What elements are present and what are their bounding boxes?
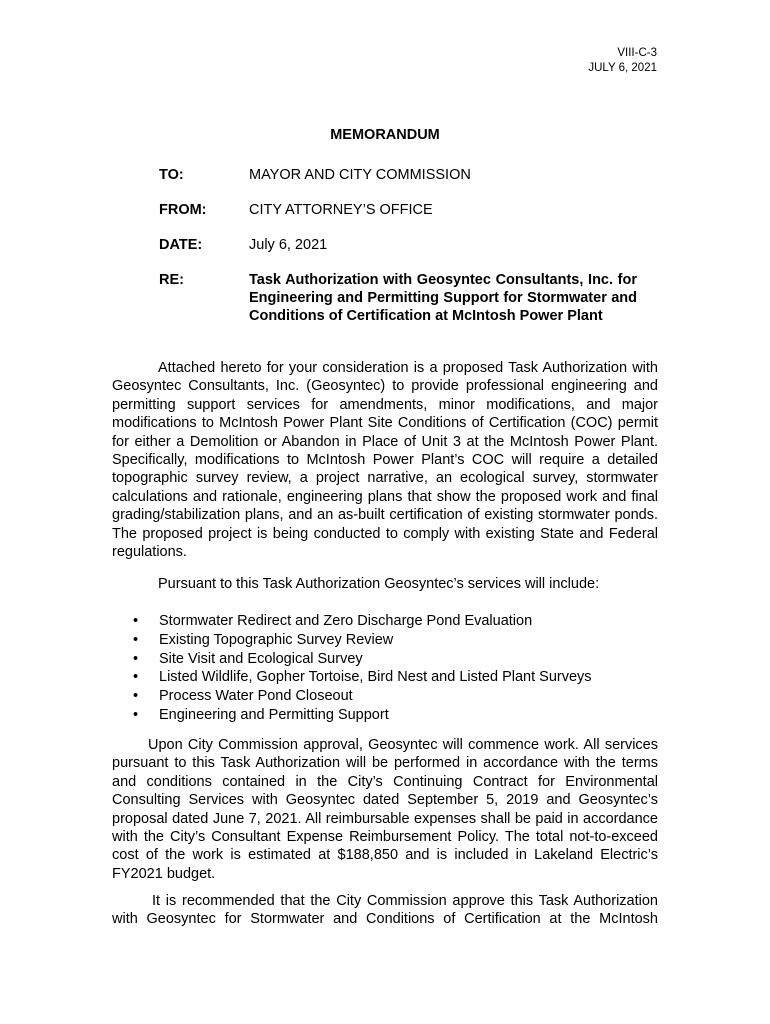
recommendation-paragraph: It is recommended that the City Commission approve this Task Authorization with Geosyntec for Stormwater and Conditions of Certification at the McIntosh [112, 893, 658, 928]
bullet-icon: • [133, 613, 139, 629]
bullet-icon: • [133, 631, 139, 648]
bullet-icon: • [133, 650, 139, 667]
bullet-icon: • [133, 706, 139, 723]
agenda-item-code: VIII-C-3 [617, 47, 657, 59]
list-item [133, 631, 592, 650]
list-item [133, 668, 592, 687]
memo-title: MEMORANDUM [330, 127, 440, 143]
list-item [133, 612, 592, 631]
list-item [133, 650, 592, 669]
from-label: FROM: [159, 202, 207, 218]
date-label: DATE: [159, 237, 203, 253]
re-value: Task Authorization with Geosyntec Consultants, Inc. for Engineering and Permitting Support for Stormwater and Conditions of Certification at McIntosh Power Plant [249, 272, 637, 324]
to-value: MAYOR AND CITY COMMISSION [249, 167, 471, 183]
to-label: TO: [159, 167, 184, 183]
service-text: Process Water Pond Closeout [159, 688, 353, 705]
bullet-icon: • [133, 688, 139, 705]
services-list [133, 612, 592, 725]
approval-paragraph: Upon City Commission approval, Geosyntec will commence work. All services pursuant to this Task Authorization will be performed in accordance with the terms and conditions contained in the City’s Continuing Contract for Environmental Consulting Services with Geosyntec dated September 5, 2019 and Geosyntec’s proposal dated June 7, 2021. All reimbursable expenses shall be paid in accordance with the City’s Consultant Expense Reimbursement Policy. The total not-to-exceed cost of the work is estimated at $188,850 and is included in Lakeland Electric’s FY2021 budget. [112, 737, 658, 882]
service-text: Stormwater Redirect and Zero Discharge Pond Evaluation [159, 613, 533, 629]
service-text: Existing Topographic Survey Review [159, 631, 394, 648]
service-text: Listed Wildlife, Gopher Tortoise, Bird Nest and Listed Plant Surveys [159, 669, 592, 686]
list-item [133, 687, 592, 706]
service-text: Site Visit and Ecological Survey [159, 650, 363, 667]
intro-paragraph: Attached hereto for your consideration is a proposed Task Authorization with Geosyntec Consultants, Inc. (Geosyntec) to provide professional engineering and permitting support services for amendments, minor modifications, and major modifications to McIntosh Power Plant Site Conditions of Certification (COC) permit for either a Demolition or Abandon in Place of Unit 3 at the McIntosh Power Plant. Specifically, modifications to McIntosh Power Plant’s COC will require a detailed topographic survey review, a project narrative, an ecological survey, stormwater calculations and rationale, engineering plans that show the proposed work and final grading/stabilization plans, and an as-built certification of existing stormwater ponds. The proposed project is being conducted to comply with existing State and Federal regulations. [112, 360, 658, 561]
service-text: Engineering and Permitting Support [159, 706, 389, 723]
bullet-icon: • [133, 669, 139, 686]
services-intro-paragraph: Pursuant to this Task Authorization Geosyntec’s services will include: [158, 576, 600, 592]
date-value: July 6, 2021 [249, 237, 328, 253]
agenda-date: JULY 6, 2021 [588, 62, 657, 74]
re-label: RE: [159, 272, 184, 288]
from-value: CITY ATTORNEY’S OFFICE [249, 202, 433, 218]
list-item [133, 706, 592, 725]
document-reference [588, 46, 657, 76]
